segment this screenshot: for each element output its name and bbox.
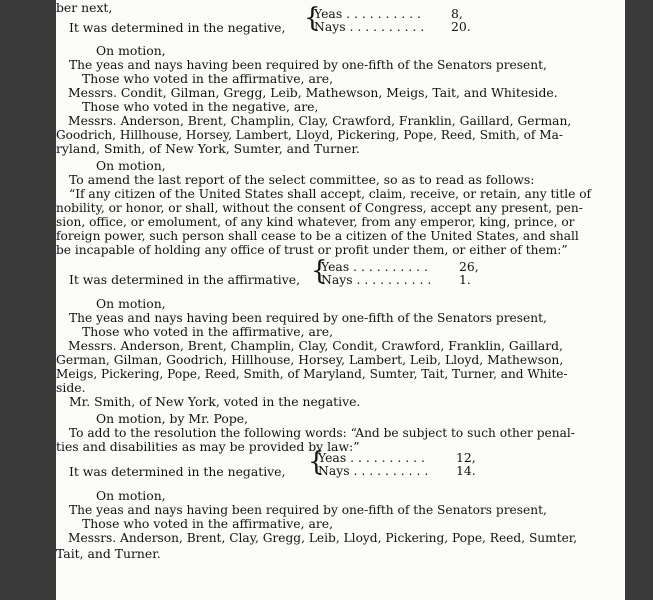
text-line: Those who voted in the affirmative, are, [82, 71, 334, 86]
text-line: The yeas and nays having been required by one-fifth of the Senators present, [69, 503, 547, 517]
nays-count: 14. [456, 463, 476, 478]
nays-count: 1. [459, 272, 471, 287]
yeas-count: 12, [456, 450, 476, 465]
text-line: sion, office, or emolument, of any kind whatever, from any emperor, king, prince, or [56, 215, 575, 229]
text-line: be incapable of holding any office of trust or profit under them, or either of them:” [56, 243, 568, 257]
text-line: On motion, by Mr. Pope, [96, 411, 249, 426]
text-line: Goodrich, Hillhouse, Horsey, Lambert, Lloyd, Pickering, Pope, Reed, Smith, of Ma- [56, 128, 563, 142]
text-line: side. [56, 380, 86, 395]
text-line: nobility, or honor, or shall, without the consent of Congress, accept any present, pen- [56, 201, 583, 215]
text-line: On motion, [96, 158, 166, 173]
nays-count: 20. [451, 19, 471, 34]
nays-label: Nays . . . . . . . . . . [321, 272, 432, 287]
text-line: The yeas and nays having been required by one-fifth of the Senators present, [69, 311, 547, 325]
yeas-label: Yeas . . . . . . . . . . [318, 450, 425, 465]
yeas-count: 26, [459, 259, 479, 274]
brace-glyph: { [308, 447, 325, 477]
text-line: The yeas and nays having been required by one-fifth of the Senators present, [69, 58, 547, 72]
text-line: Tait, and Turner. [56, 546, 161, 561]
nays-label: Nays . . . . . . . . . . [318, 463, 429, 478]
text-line: To add to the resolution the following words: “And be subject to such other penal- [69, 426, 575, 440]
text-line: It was determined in the negative, [69, 464, 286, 479]
text-line: To amend the last report of the select committee, so as to read as follows: [69, 172, 535, 187]
text-line: Those who voted in the affirmative, are, [82, 516, 334, 531]
text-line: ryland, Smith, of New York, Sumter, and Turner. [56, 141, 360, 156]
document-page [56, 0, 625, 600]
text-line: Messrs. Anderson, Brent, Clay, Gregg, Leib, Lloyd, Pickering, Pope, Reed, Sumter, [68, 531, 578, 545]
text-line: Messrs. Anderson, Brent, Champlin, Clay, Condit, Crawford, Franklin, Gaillard, [68, 339, 563, 353]
nays-label: Nays . . . . . . . . . . [314, 19, 425, 34]
text-line: On motion, [96, 43, 166, 58]
text-line: On motion, [96, 296, 166, 311]
text-line: Meigs, Pickering, Pope, Reed, Smith, of Maryland, Sumter, Tait, Turner, and White- [56, 367, 568, 381]
text-line: Mr. Smith, of New York, voted in the negative. [69, 394, 361, 409]
text-line: foreign power, such person shall cease to be a citizen of the United States, and shall [56, 229, 579, 243]
yeas-count: 8, [451, 6, 463, 21]
text-line: It was determined in the affirmative, [69, 272, 301, 287]
brace-glyph: { [304, 3, 321, 33]
yeas-label: Yeas . . . . . . . . . . [321, 259, 428, 274]
text-line: Those who voted in the negative, are, [82, 99, 319, 114]
text-line: ber next, [56, 0, 113, 15]
text-line: It was determined in the negative, [69, 20, 286, 35]
brace-glyph: { [311, 256, 328, 286]
text-line: On motion, [96, 488, 166, 503]
text-line: ties and disabilities as may be provided by law:” [56, 439, 360, 454]
text-line: Messrs. Condit, Gilman, Gregg, Leib, Mathewson, Meigs, Tait, and Whiteside. [68, 85, 558, 100]
text-line: Messrs. Anderson, Brent, Champlin, Clay, Crawford, Franklin, Gaillard, German, [68, 114, 572, 128]
text-line: “If any citizen of the United States shall accept, claim, receive, or retain, any title of [69, 187, 592, 201]
text-line: Those who voted in the affirmative, are, [82, 324, 334, 339]
text-line: German, Gilman, Goodrich, Hillhouse, Horsey, Lambert, Leib, Lloyd, Mathewson, [56, 353, 564, 367]
yeas-label: Yeas . . . . . . . . . . [314, 6, 421, 21]
